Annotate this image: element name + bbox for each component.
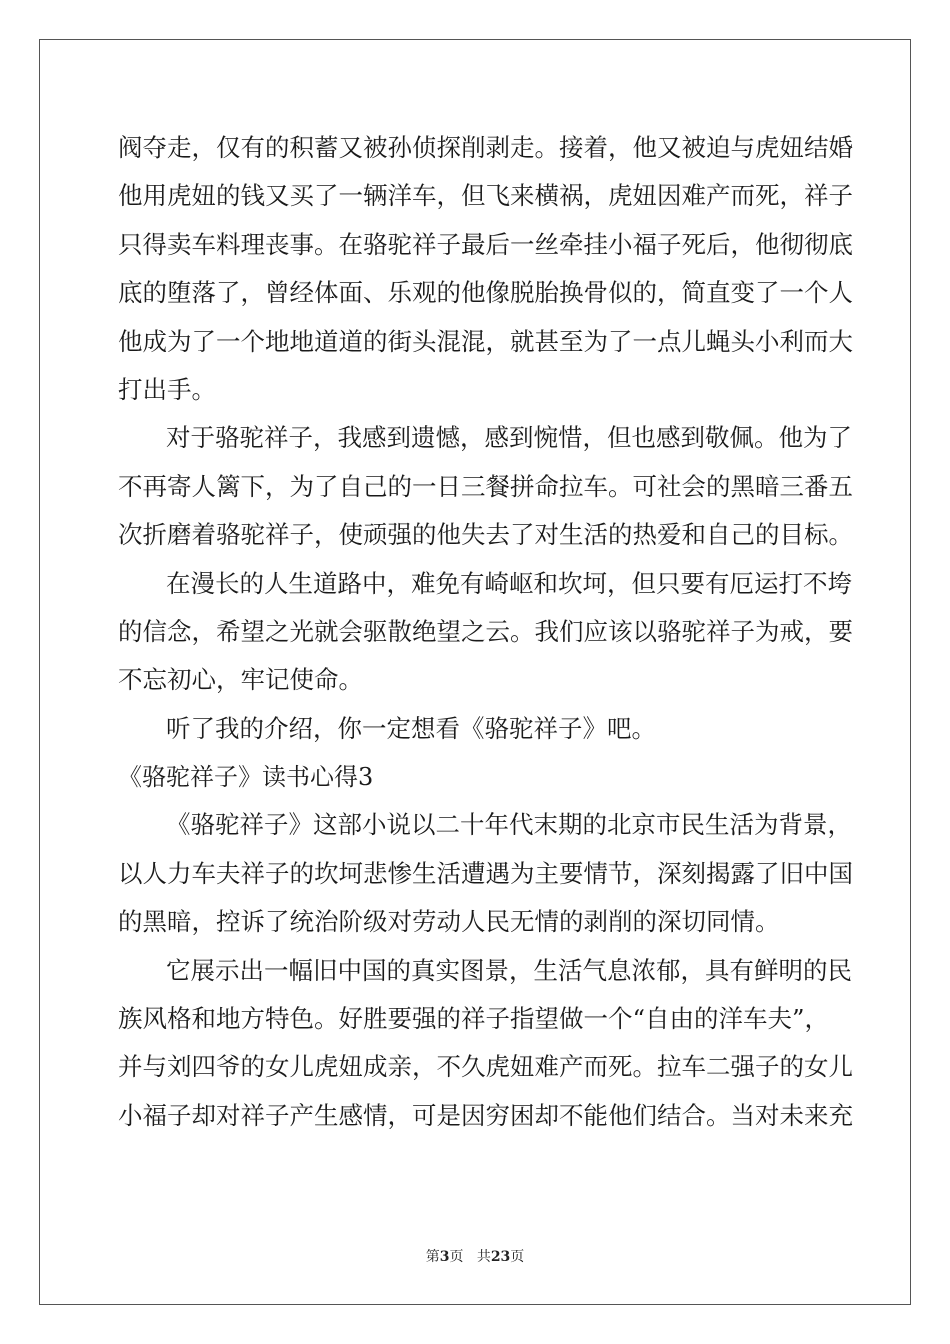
text-line: 的黑暗，控诉了统治阶级对劳动人民无情的剥削的深切同情。 xyxy=(118,907,780,937)
text-line: 次折磨着骆驼祥子，使顽强的他失去了对生活的热爱和自己的目标。 xyxy=(118,520,853,550)
section-heading: 《骆驼祥子》读书心得3 xyxy=(118,763,374,792)
text-line: 小福子却对祥子产生感情，可是因穷困却不能他们结合。当对未来充 xyxy=(118,1100,853,1130)
paragraph-start-line: 对于骆驼祥子，我感到遗憾，感到惋惜，但也感到敬佩。他为了 xyxy=(166,423,852,453)
current-page-number: 3 xyxy=(439,1249,450,1265)
text-line: 他成为了一个地地道道的街头混混，就甚至为了一点儿蝇头小利而大 xyxy=(118,326,853,356)
page-footer xyxy=(0,1246,950,1266)
text-line: 族风格和地方特色。好胜要强的祥子指望做一个“自由的洋车夫”， xyxy=(118,1004,830,1034)
text-line: 以人力车夫祥子的坎坷悲惨生活遭遇为主要情节，深刻揭露了旧中国 xyxy=(118,858,853,888)
footer-total-suffix: 页 xyxy=(510,1249,525,1265)
text-line: 他用虎妞的钱又买了一辆洋车，但飞来横祸，虎妞因难产而死，祥子 xyxy=(118,181,853,211)
footer-total-prefix: 共 xyxy=(476,1249,491,1265)
total-page-count: 23 xyxy=(490,1249,511,1265)
text-line: 底的堕落了，曾经体面、乐观的他像脱胎换骨似的，简直变了一个人 xyxy=(118,278,853,308)
paragraph-start-line: 在漫长的人生道路中，难免有崎岖和坎坷，但只要有厄运打不垮 xyxy=(166,568,852,598)
text-line: 只得卖车料理丧事。在骆驼祥子最后一丝牵挂小福子死后，他彻彻底 xyxy=(118,229,853,259)
text-line: 的信念，希望之光就会驱散绝望之云。我们应该以骆驼祥子为戒，要 xyxy=(118,616,853,646)
footer-page-prefix: 第 xyxy=(425,1249,440,1265)
paragraph-start-line: 听了我的介绍，你一定想看《骆驼祥子》吧。 xyxy=(166,713,656,743)
footer-page-suffix: 页 xyxy=(449,1249,464,1265)
document-body xyxy=(118,124,853,1140)
text-line: 打出手。 xyxy=(118,374,216,404)
paragraph-start-line: 它展示出一幅旧中国的真实图景，生活气息浓郁，具有鲜明的民 xyxy=(166,955,852,985)
paragraph-start-line: 《骆驼祥子》这部小说以二十年代末期的北京市民生活为背景， xyxy=(166,810,852,840)
text-line: 并与刘四爷的女儿虎妞成亲，不久虎妞难产而死。拉车二强子的女儿 xyxy=(118,1052,853,1082)
text-line: 阀夺走，仅有的积蓄又被孙侦探削剥走。接着，他又被迫与虎妞结婚 xyxy=(118,133,853,162)
text-line: 不再寄人篱下，为了自己的一日三餐拼命拉车。可社会的黑暗三番五 xyxy=(118,471,853,501)
text-line: 不忘初心，牢记使命。 xyxy=(118,665,363,695)
